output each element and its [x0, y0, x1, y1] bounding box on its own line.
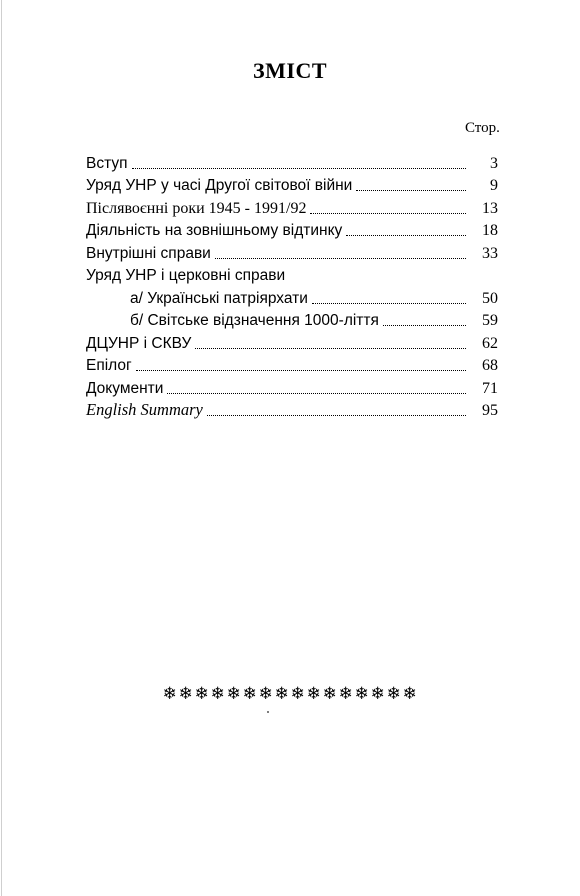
dot-leader — [136, 369, 466, 371]
toc-entry-label: Вступ — [86, 154, 128, 172]
toc-page-number: 13 — [482, 199, 498, 217]
snowflake-icon: ❄ — [194, 684, 210, 704]
dot-leader — [215, 257, 466, 259]
snowflake-icon: ❄ — [386, 684, 402, 704]
table-of-contents — [86, 150, 498, 420]
toc-page-number: 3 — [490, 154, 498, 172]
toc-page-number: 33 — [482, 244, 498, 262]
snowflake-icon: ❄ — [290, 684, 306, 704]
dot-leader — [132, 167, 466, 169]
toc-entry-millennium[interactable] — [86, 308, 498, 331]
toc-entry-ww2[interactable] — [86, 173, 498, 196]
snowflake-icon: ❄ — [402, 684, 418, 704]
snowflake-icon: ❄ — [210, 684, 226, 704]
page-title: ЗМІСТ — [253, 58, 327, 83]
snowflake-icon: ❄ — [162, 684, 178, 704]
toc-entry-church[interactable] — [86, 263, 498, 286]
page-column-label: Стор. — [465, 120, 500, 136]
toc-entry-label: Післявоєнні роки 1945 - 1991/92 — [86, 199, 307, 217]
dot-leader — [356, 189, 466, 191]
snowflake-icon: ❄ — [226, 684, 242, 704]
toc-entry-epilogue[interactable] — [86, 353, 498, 376]
toc-page-number: 95 — [482, 402, 498, 419]
snowflake-ornament-row — [0, 684, 580, 704]
print-speck — [267, 711, 269, 713]
toc-entry-postwar[interactable] — [86, 195, 498, 218]
dot-leader — [383, 324, 466, 326]
toc-page-number: 71 — [482, 379, 498, 397]
toc-entry-patriarchates[interactable] — [86, 285, 498, 308]
toc-entry-label: ДЦУНР і СКВУ — [86, 334, 192, 352]
toc-entry-label: Внутрішні справи — [86, 244, 211, 262]
dot-leader — [312, 302, 466, 304]
toc-entry-label: English Summary — [86, 400, 203, 419]
toc-entry-label: Діяльність на зовнішньому відтинку — [86, 222, 343, 239]
toc-page-number: 59 — [482, 312, 498, 329]
dot-leader — [346, 234, 466, 236]
dot-leader — [195, 347, 466, 349]
snowflake-icon: ❄ — [258, 684, 274, 704]
toc-entry-label: Уряд УНР у часі Другої світової війни — [86, 177, 353, 194]
toc-entry-foreign[interactable] — [86, 218, 498, 241]
toc-entry-label: Уряд УНР і церковні справи — [86, 267, 286, 284]
toc-entry-intro[interactable] — [86, 150, 498, 173]
page-edge-line — [1, 0, 2, 896]
toc-entry-label: б/ Світське відзначення 1000-ліття — [130, 312, 379, 329]
toc-page-number: 68 — [482, 357, 498, 374]
snowflake-icon: ❄ — [306, 684, 322, 704]
toc-entry-label: а/ Українські патріярхати — [130, 289, 308, 307]
toc-page-number: 9 — [490, 177, 498, 194]
toc-page-number: 62 — [482, 334, 498, 352]
snowflake-icon: ❄ — [370, 684, 386, 704]
toc-entry-label: Документи — [86, 379, 164, 397]
toc-entry-internal[interactable] — [86, 240, 498, 263]
snowflake-icon: ❄ — [178, 684, 194, 704]
dot-leader — [167, 392, 466, 394]
snowflake-icon: ❄ — [338, 684, 354, 704]
snowflake-icon: ❄ — [322, 684, 338, 704]
dot-leader — [207, 414, 466, 416]
toc-entry-english-summary[interactable] — [86, 398, 498, 421]
toc-entry-dcunr[interactable] — [86, 330, 498, 353]
toc-page-number: 18 — [482, 222, 498, 239]
dot-leader — [310, 212, 466, 214]
toc-entry-label: Епілог — [86, 357, 132, 374]
snowflake-icon: ❄ — [354, 684, 370, 704]
snowflake-icon: ❄ — [274, 684, 290, 704]
toc-page-number: 50 — [482, 289, 498, 307]
toc-entry-documents[interactable] — [86, 375, 498, 398]
snowflake-icon: ❄ — [242, 684, 258, 704]
